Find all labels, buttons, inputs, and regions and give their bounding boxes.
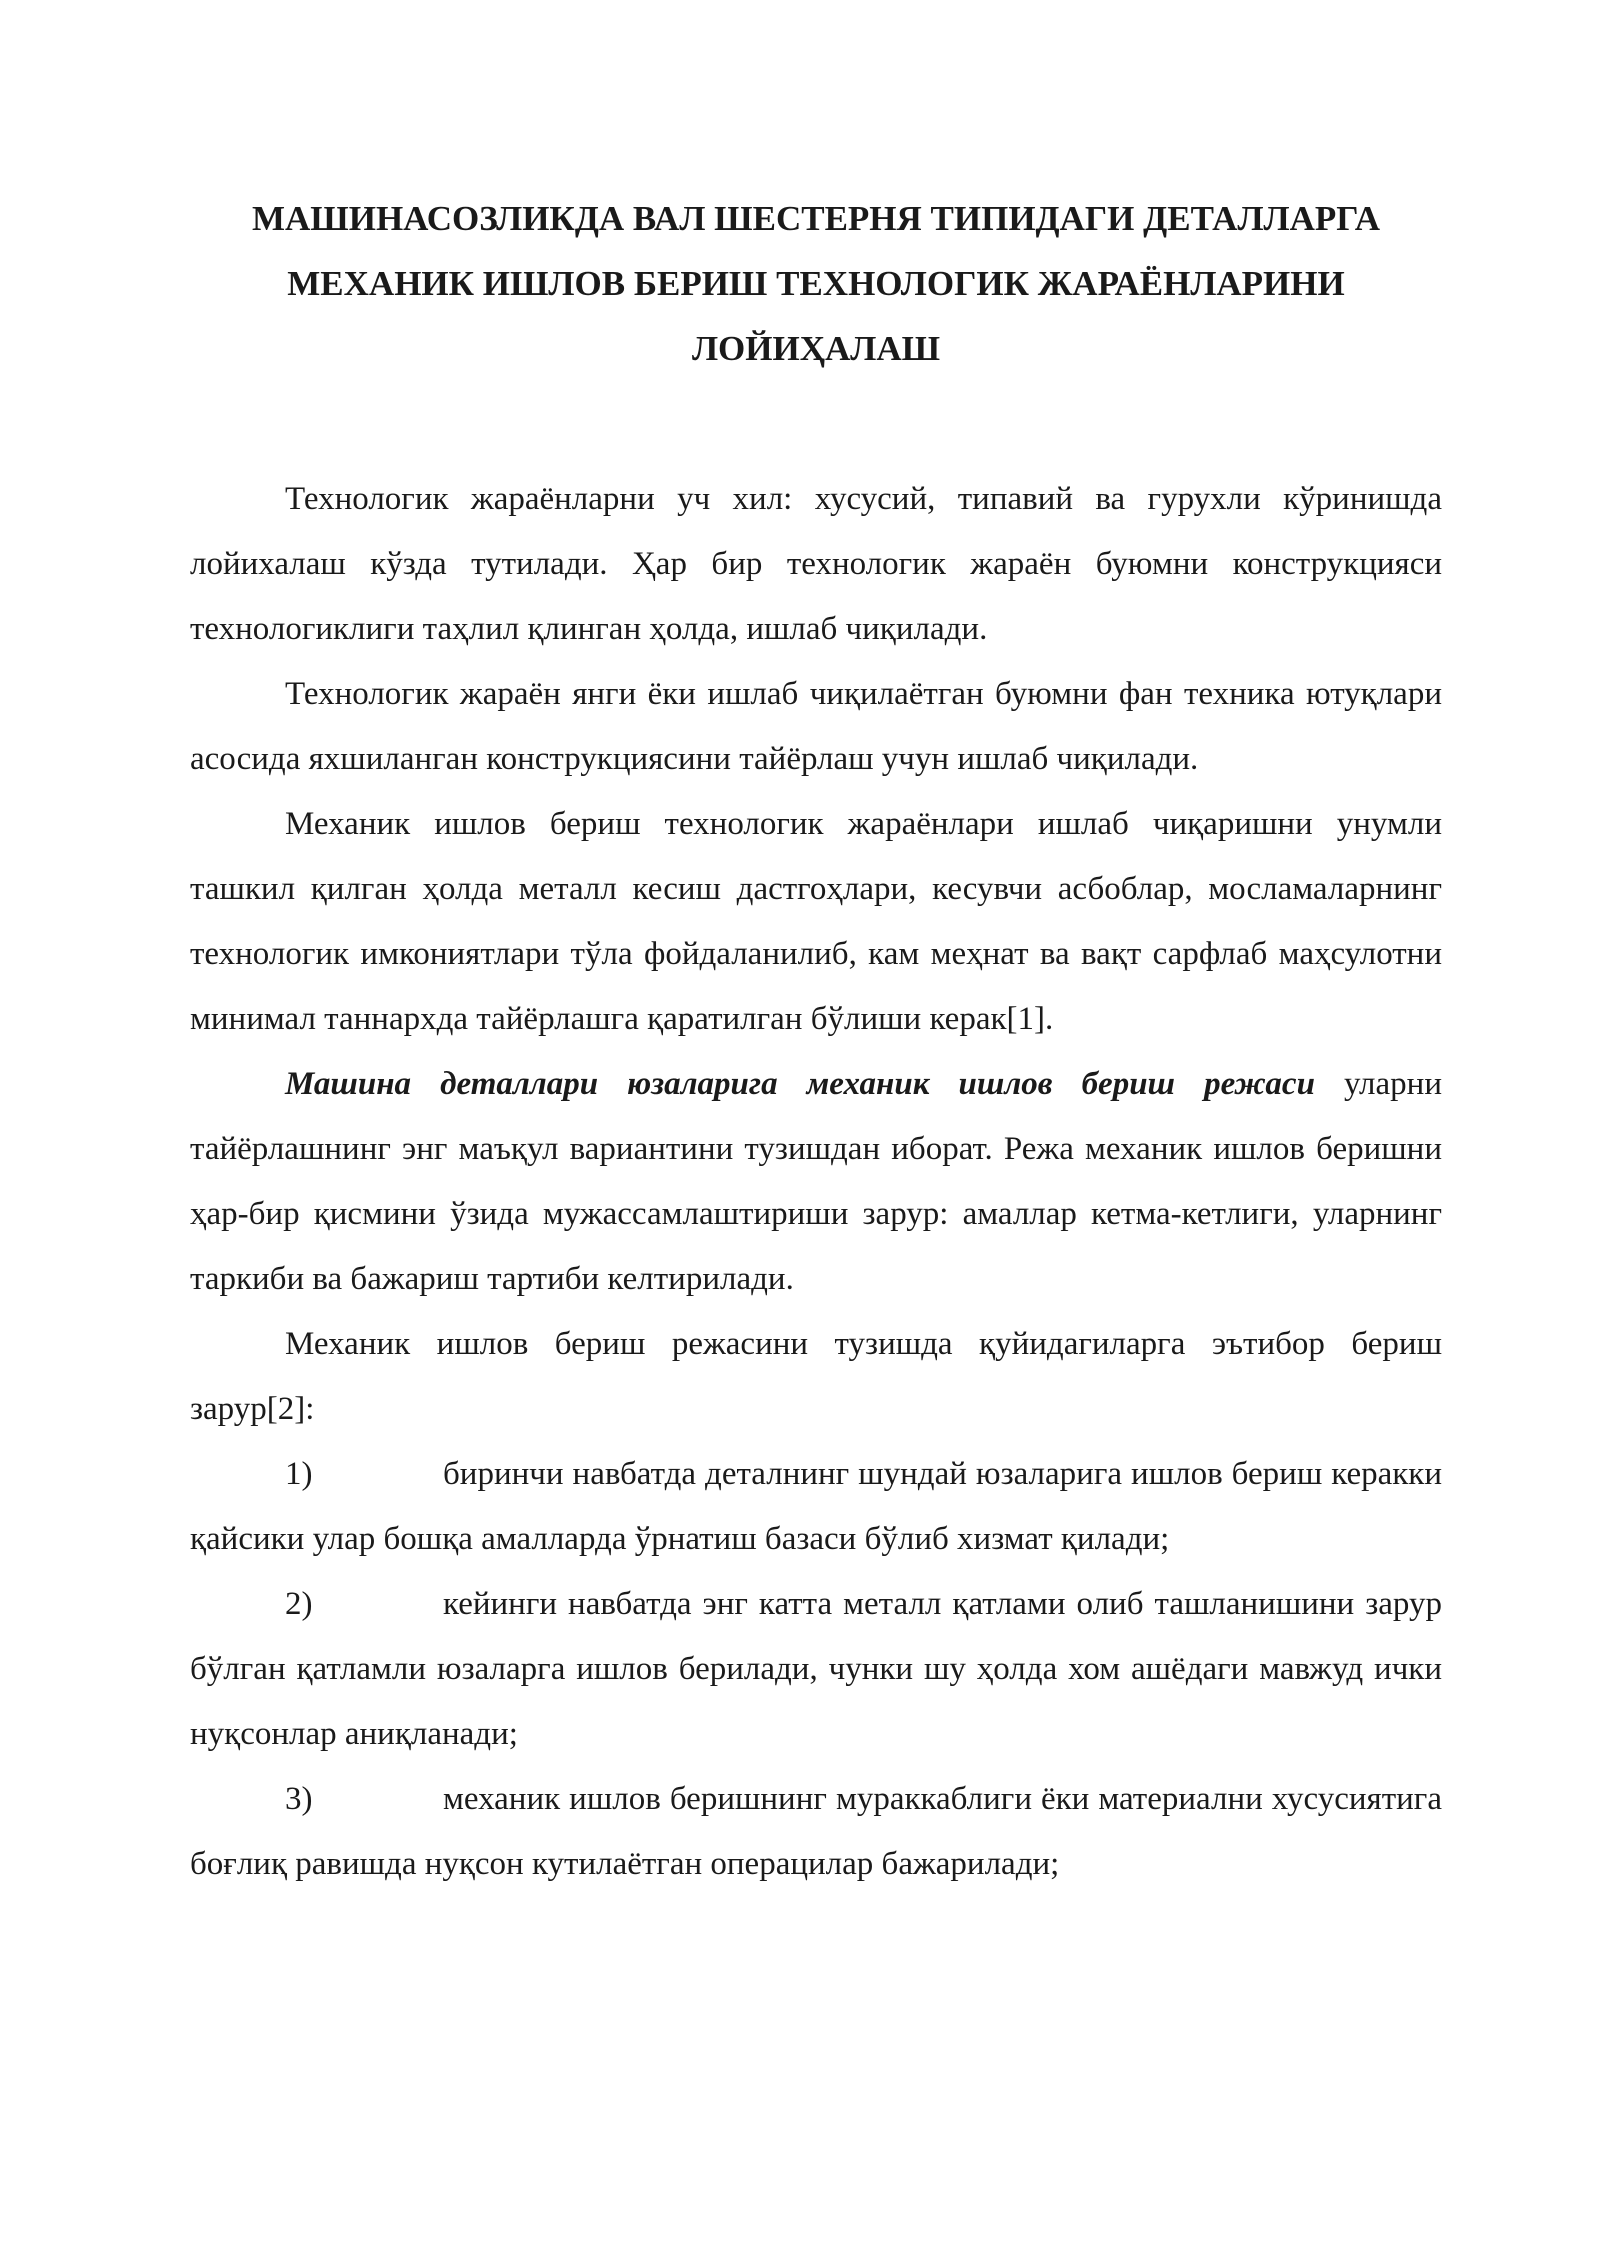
paragraph-1: Технологик жараёнларни уч хил: хусусий, типавий ва гурухли кўринишда лойихалаш кўзда тутилади. Ҳар бир технологик жараён буюмни конструкцияси технологиклиги таҳлил қлинган ҳолда, ишлаб чиқилади. [190,481,1442,647]
document-page [190,186,1442,1897]
paragraph-3: Механик ишлов бериш технологик жараёнлари ишлаб чиқаришни унумли ташкил қилган ҳолда металл кесиш дастгоҳлари, кесувчи асбоблар, мосламаларнинг технологик имкониятлари тўла фойдаланилиб, кам меҳнат ва вақт сарфлаб маҳсулотни минимал таннархда тайёрлашга қаратилган бўлиши керак[1]. [190,806,1442,1037]
list-item [190,1572,1442,1767]
paragraph-4 [190,1052,1442,1312]
paragraph-2: Технологик жараён янги ёки ишлаб чиқилаётган буюмни фан техника ютуқлари асосида яхшиланган конструкциясини тайёрлаш учун ишлаб чиқилади. [190,676,1442,777]
paragraph-5: Механик ишлов бериш режасини тузишда қуйидагиларга эътибор бериш зарур[2]: [190,1326,1442,1427]
list-item-number: 1) [285,1456,313,1492]
title-line-2: МЕХАНИК ИШЛОВ БЕРИШ ТЕХНОЛОГИК ЖАРАЁНЛАРИНИ [287,264,1345,303]
paragraph-4-body: уларни тайёрлашнинг энг маъқул вариантини тузишдан иборат. Режа механик ишлов беришни ҳар-бир қисмини ўзида мужассамлаштириши зарур: амаллар кетма-кетлиги, уларнинг таркиби ва бажариш тартиби келтирилади. [190,1066,1442,1297]
document-title [190,186,1442,381]
paragraph-4-lead-term: Машина деталлари юзаларига механик ишлов бериш режаси [285,1066,1315,1102]
list-item [190,1767,1442,1897]
list-item-text: механик ишлов беришнинг мураккаблиги ёки материални хусусиятига боғлиқ равишда нуқсон кутилаётган операцилар бажарилади; [190,1781,1442,1882]
title-line-3: ЛОЙИҲАЛАШ [691,329,941,368]
list-item-text: кейинги навбатда энг катта металл қатлами олиб ташланишини зарур бўлган қатламли юзаларга ишлов берилади, чунки шу ҳолда хом ашёдаги мавжуд ички нуқсонлар аниқланади; [190,1586,1442,1752]
list-item [190,1442,1442,1572]
title-line-1: МАШИНАСОЗЛИКДА ВАЛ ШЕСТЕРНЯ ТИПИДАГИ ДЕТАЛЛАРГА [251,199,1381,238]
list-item-number: 3) [285,1781,313,1817]
list-item-text: биринчи навбатда деталнинг шундай юзаларига ишлов бериш керакки қайсики улар бошқа амалларда ўрнатиш базаси бўлиб хизмат қилади; [190,1456,1442,1557]
list-item-number: 2) [285,1586,313,1622]
